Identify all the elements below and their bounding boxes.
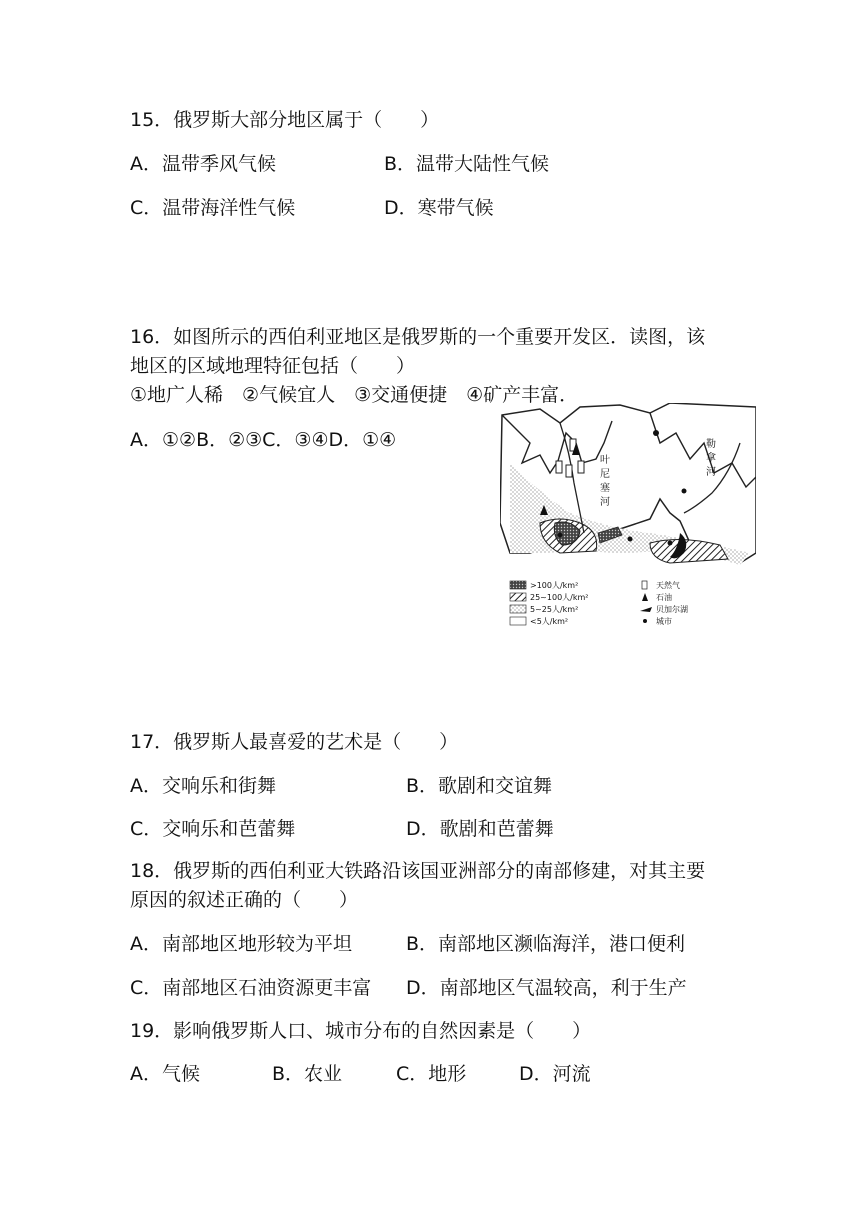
- question-17-option-b[interactable]: B．歌剧和交谊舞: [406, 775, 553, 797]
- question-19-option-c[interactable]: C．地形: [396, 1063, 467, 1085]
- question-18-option-d[interactable]: D．南部地区气温较高，利于生产: [406, 977, 687, 999]
- svg-text:<5人/km²: <5人/km²: [530, 617, 569, 626]
- question-18-option-c[interactable]: C．南部地区石油资源更丰富: [130, 977, 372, 999]
- question-15-stem: 15．俄罗斯大部分地区属于（ ）: [130, 109, 440, 131]
- question-15-option-d[interactable]: D．寒带气候: [384, 197, 494, 219]
- question-15-option-a[interactable]: A．温带季风气候: [130, 153, 276, 175]
- question-17-option-c[interactable]: C．交响乐和芭蕾舞: [130, 818, 296, 840]
- svg-text:城市: 城市: [656, 617, 672, 626]
- question-19-stem: 19．影响俄罗斯人口、城市分布的自然因素是（ ）: [130, 1020, 592, 1042]
- river-label-lena: [706, 437, 716, 478]
- question-16-stem-line2: 地区的区域地理特征包括（ ）: [130, 355, 416, 377]
- svg-text:尼: 尼: [600, 469, 610, 480]
- svg-text:25~100人/km²: 25~100人/km²: [530, 593, 589, 602]
- question-17-option-a[interactable]: A．交响乐和街舞: [130, 775, 276, 797]
- question-16-options[interactable]: A．①②B．②③C．③④D．①④: [130, 429, 397, 451]
- svg-text:石油: 石油: [656, 593, 672, 602]
- question-17-option-d[interactable]: D．歌剧和芭蕾舞: [406, 818, 554, 840]
- question-15-option-c[interactable]: C．温带海洋性气候: [130, 197, 296, 219]
- svg-text:5~25人/km²: 5~25人/km²: [530, 605, 579, 614]
- question-18-stem-line1: 18．俄罗斯的西伯利亚大铁路沿该国亚洲部分的南部修建，对其主要: [130, 860, 706, 882]
- question-18-stem-line2: 原因的叙述正确的（ ）: [130, 889, 359, 911]
- svg-text:河: 河: [706, 467, 716, 478]
- question-19-option-d[interactable]: D．河流: [519, 1063, 591, 1085]
- svg-text:叶: 叶: [600, 455, 610, 466]
- map-legend: [510, 580, 688, 626]
- question-16-statements: ①地广人稀 ②气候宜人 ③交通便捷 ④矿产丰富．: [130, 384, 579, 406]
- question-15-option-b[interactable]: B．温带大陆性气候: [384, 153, 550, 175]
- question-18-option-b[interactable]: B．南部地区濒临海洋，港口便利: [406, 933, 686, 955]
- question-18-option-a[interactable]: A．南部地区地形较为平坦: [130, 933, 352, 955]
- question-19-option-b[interactable]: B．农业: [272, 1063, 343, 1085]
- svg-text:>100人/km²: >100人/km²: [530, 581, 579, 590]
- siberia-map: [500, 403, 756, 629]
- svg-text:河: 河: [600, 497, 610, 508]
- question-16-stem-line1: 16．如图所示的西伯利亚地区是俄罗斯的一个重要开发区．读图，该: [130, 326, 706, 348]
- question-17-stem: 17．俄罗斯人最喜爱的艺术是（ ）: [130, 731, 459, 753]
- svg-text:塞: 塞: [600, 483, 610, 494]
- question-19-option-a[interactable]: A．气候: [130, 1063, 200, 1085]
- svg-text:勒: 勒: [706, 439, 716, 450]
- svg-text:天然气: 天然气: [656, 581, 680, 590]
- svg-text:拿: 拿: [706, 453, 716, 464]
- svg-text:贝加尔湖: 贝加尔湖: [656, 605, 688, 614]
